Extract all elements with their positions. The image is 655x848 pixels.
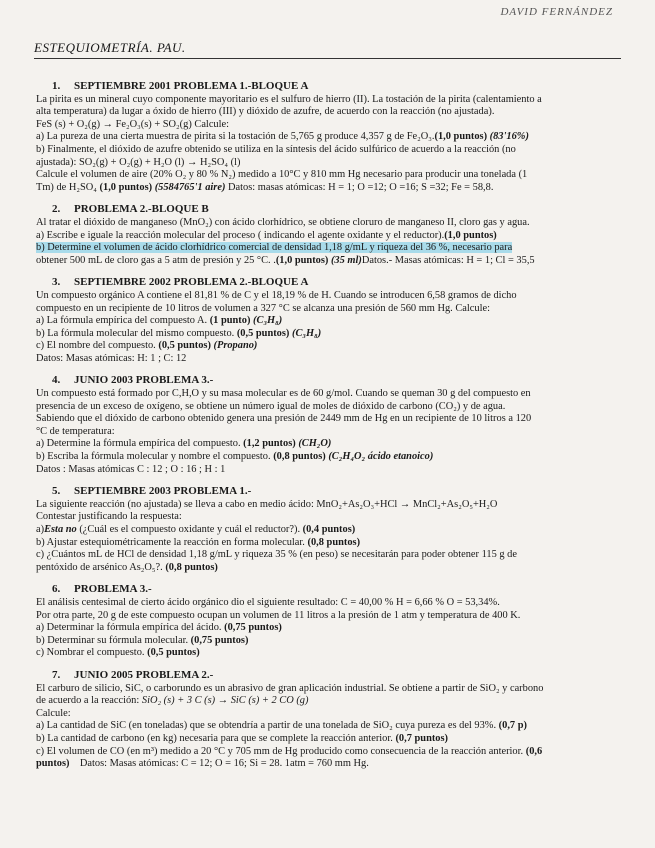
text-line: Por otra parte, 20 g de este compuesto ocupan un volumen de 11 litros a la presión de 1 atm y temperatura de 400 K. (36, 609, 521, 621)
text-line: c) El nombre del compuesto. (0,5 puntos) (Propano) (36, 340, 258, 352)
text-line: c) ¿Cuántos mL de HCl de densidad 1,18 g/mL y riqueza 35 % (en peso) se necesitarán para poder obtener 115 g de (36, 549, 517, 561)
author-handwriting: DAVID FERNÁNDEZ (500, 6, 613, 18)
text-line: obtener 500 mL de cloro gas a 5 atm de presión y 25 °C. .(1,0 puntos) (35 ml)Datos.- Masas atómicas: H = 1; Cl = 35,5 (36, 254, 535, 266)
text-line (36, 242, 621, 255)
page-header: ESTEQUIOMETRÍA. PAU. (34, 40, 186, 55)
text-line: Contestar justificando la respuesta: (36, 511, 182, 523)
problem-6 (36, 583, 621, 660)
text-line: Al tratar el dióxido de manganeso (MnO₂) con ácido clorhídrico, se obtiene cloruro de manganeso II, cloro gas y agua. (36, 216, 530, 228)
problem-1 (36, 80, 621, 194)
header-rule (34, 58, 621, 59)
text-line: a) La pureza de una cierta muestra de pirita si la tostación de 5,765 g produce 4,357 g de Fe₂O₃.(1,0 puntos) (83'16%) (36, 131, 529, 143)
text-line: ajustada): SO₂(g) + O₂(g) + H₂O (l) → H₂SO₄ (l) (36, 156, 241, 168)
problem-title: 4. JUNIO 2003 PROBLEMA 3.- (52, 374, 214, 387)
text-line: Tm) de H₂SO₄ (1,0 puntos) (5584765'1 aire) Datos: masas atómicas: H = 1; O =12; O =16; S =32; Fe = 58,8. (36, 181, 494, 193)
problems-list (36, 80, 621, 780)
text-line: a)Esta no (¿Cuál es el compuesto oxidante y cuál el reductor?). (0,4 puntos) (36, 524, 356, 535)
text-line: b) Finalmente, el dióxido de azufre obtenido se utiliza en la síntesis del ácido sulfúrico de acuerdo a la reacción (no (36, 143, 516, 155)
text-line: a) Determinar la fórmula empírica del ácido. (0,75 puntos) (36, 622, 282, 634)
text-line: La pirita es un mineral cuyo componente mayoritario es el sulfuro de hierro (II). La tostación de la pirita (calentamiento a (36, 93, 542, 105)
text-line: Calcule: (36, 707, 71, 719)
text-line: El carburo de silicio, SiC, o carborundo es un abrasivo de gran aplicación industrial. Se obtiene a partir de SiO₂ y carbono (36, 682, 544, 694)
text-line: alta temperatura) da lugar a óxido de hierro (III) y dióxido de azufre, de acuerdo con la reacción (no ajustada). (36, 106, 495, 118)
text-line: a) La cantidad de SiC (en toneladas) que se obtendría a partir de una tonelada de SiO₂ cuya pureza es del 93%. (0,7 p) (36, 720, 527, 732)
text-line: Datos : Masas atómicas C : 12 ; O : 16 ; H : 1 (36, 463, 226, 475)
text-line: b) Determinar su fórmula molecular. (0,75 puntos) (36, 634, 249, 646)
text-line: Un compuesto está formado por C,H,O y su masa molecular es de 60 g/mol. Cuando se queman 30 g del compuesto en (36, 388, 531, 400)
text-line: La siguiente reacción (no ajustada) se lleva a cabo en medio ácido: MnO₂+As₂O₃+HCl → MnCl₂+As₂O₅+H₂O (36, 498, 498, 510)
problem-title: 6. PROBLEMA 3.- (52, 583, 152, 596)
text-line: pentóxido de arsénico As₂O₅?. (0,8 puntos) (36, 561, 218, 573)
text-line: b) Ajustar estequiométricamente la reacción en forma molecular. (0,8 puntos) (36, 536, 361, 548)
text-line: b) Escriba la fórmula molecular y nombre el compuesto. (0,8 puntos) (C₂H₄O₂ ácido etanoico) (36, 451, 434, 463)
text-line: Sabiendo que el dióxido de carbono obtenido genera una presión de 2449 mm de Hg en un recipiente de 10 litros a 120 (36, 413, 532, 425)
text-line: puntos) Datos: Masas atómicas: C = 12; O = 16; Si = 28. 1atm = 760 mm Hg. (36, 758, 369, 770)
text-line: FeS (s) + O₂(g) → Fe₂O₃(s) + SO₂(g) Calcule: (36, 118, 230, 130)
text-line: de acuerdo a la reacción: SiO₂ (s) + 3 C (s) → SiC (s) + 2 CO (g) (36, 695, 309, 707)
text-line: °C de temperatura: (36, 425, 115, 437)
text-line: Un compuesto orgánico A contiene el 81,81 % de C y el 18,19 % de H. Cuando se introducen 6,58 gramos de dicho (36, 289, 517, 301)
problem-2 (36, 203, 621, 267)
problem-title: 7. JUNIO 2005 PROBLEMA 2.- (52, 668, 214, 681)
problem-7 (36, 669, 621, 771)
highlight-mark: b) Determine el volumen de ácido clorhídrico comercial de densidad 1,18 g/mL y riqueza del 36 %, necesario para (36, 242, 513, 254)
text-line: El análisis centesimal de cierto ácido orgánico dio el siguiente resultado: C = 40,00 % H = 6,66 % O = 53,34%. (36, 596, 500, 608)
text-line: a) Escribe e iguale la reacción molecular del proceso ( indicando el agente oxidante y el reductor).(1,0 puntos) (36, 229, 497, 241)
text-line: Datos: Masas atómicas: H: 1 ; C: 12 (36, 352, 187, 364)
text-line: compuesto en un recipiente de 10 litros de volumen a 327 °C se alcanza una presión de 560 mm Hg. Calcule: (36, 302, 491, 314)
problem-title: 2. PROBLEMA 2.-BLOQUE B (52, 203, 209, 216)
problem-title: 3. SEPTIEMBRE 2002 PROBLEMA 2.-BLOQUE A (52, 276, 309, 289)
text-line: a) La fórmula empírica del compuesto A. (1 punto) (C₃H₈) (36, 315, 283, 327)
problem-3 (36, 276, 621, 365)
text-line: c) El volumen de CO (en m³) medido a 20 °C y 705 mm de Hg producido como consecuencia de la reacción anterior. (0,6 (36, 745, 543, 757)
text-line: b) La cantidad de carbono (en kg) necesaria para que se complete la reacción anterior. (0,7 puntos) (36, 732, 449, 744)
problem-4 (36, 374, 621, 476)
problem-title: 1. SEPTIEMBRE 2001 PROBLEMA 1.-BLOQUE A (52, 80, 309, 92)
text-line: a) Determine la fórmula empírica del compuesto. (1,2 puntos) (CH₂O) (36, 438, 332, 450)
text-line: c) Nombrar el compuesto. (0,5 puntos) (36, 647, 200, 659)
text-line: Calcule el volumen de aire (20% O₂ y 80 % N₂) medido a 10°C y 810 mm Hg necesario para producir una tonelada (1 (36, 169, 528, 181)
text-line: b) La fórmula molecular del mismo compuesto. (0,5 puntos) (C₃H₈) (36, 327, 322, 339)
problem-title: 5. SEPTIEMBRE 2003 PROBLEMA 1.- (52, 485, 252, 498)
reaction-equation: SiO₂ (s) + 3 C (s) → SiC (s) + 2 CO (g) (141, 695, 309, 707)
text-line: presencia de un exceso de oxígeno, se obtiene un número igual de moles de dióxido de carbono (CO₂) y de agua. (36, 400, 506, 412)
problem-5 (36, 485, 621, 574)
